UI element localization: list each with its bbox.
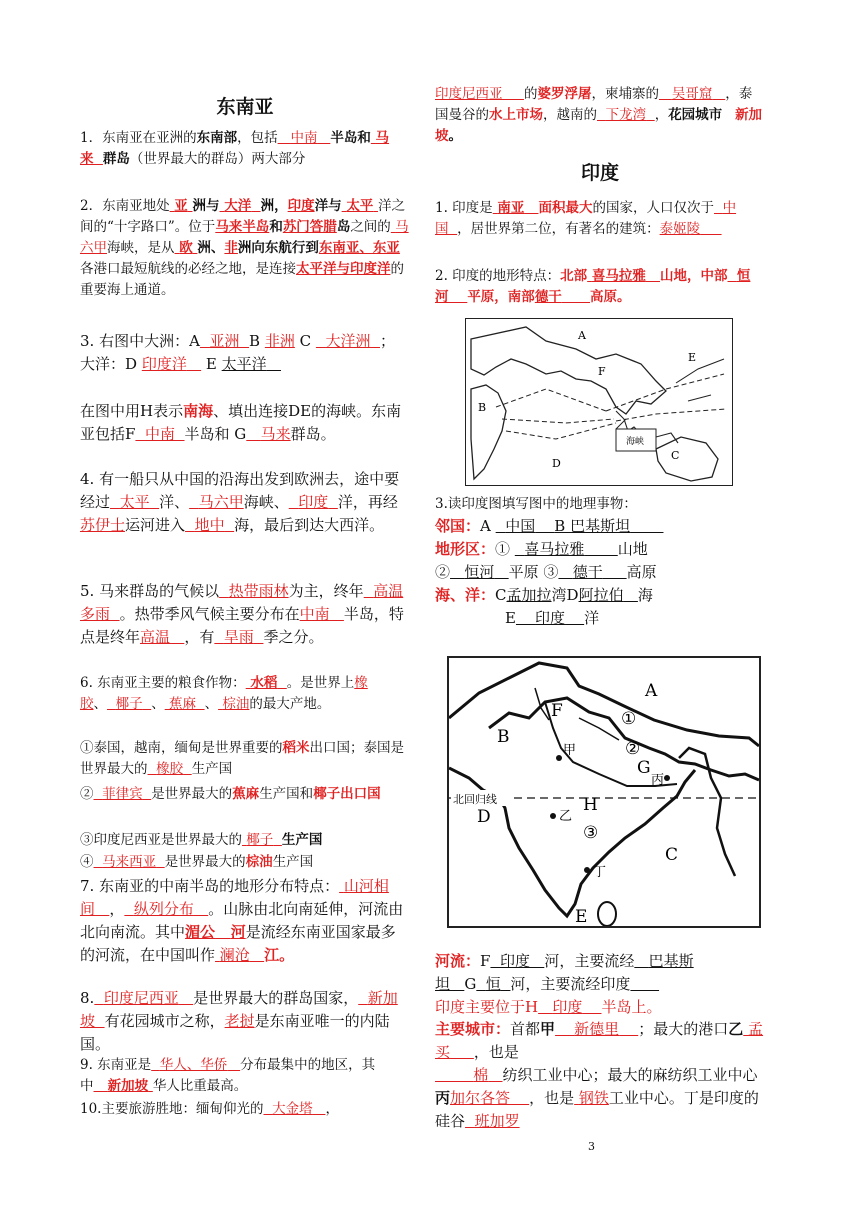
map1-label-d: D — [552, 457, 561, 470]
page-number: 3 — [588, 1140, 595, 1153]
section-title-india: 印度 — [580, 162, 619, 184]
question-6b: ② 菲律宾 是世界最大的蕉麻生产国和椰子出口国 — [80, 786, 381, 802]
map1-label-strait: 海峡 — [626, 437, 645, 447]
india-seas: 海、洋：C孟加拉湾D阿拉伯 海 E 印度 洋 — [435, 586, 653, 627]
india-neighbors: 邻国：A 中国 B 巴基斯坦 — [435, 517, 631, 535]
map2-label-1: ① — [621, 709, 637, 729]
india-map — [447, 656, 761, 928]
question-2: 2．东南亚地处 亚 洲与 大洋 洲，印度洋与 太平 洋之间的“十字路口”。位于马来半岛和苏门答腊岛之间的 马六甲海峡，是从 欧 洲、非洲向东航行到东南亚、东亚各港口最短航线的必经之地，是连接太平洋与印度洋的重要海上通道。 — [80, 198, 409, 298]
map1-label-a: A — [578, 329, 586, 342]
question-1: 1．东南亚在亚洲的东南部，包括 中南 半岛和 马来 群岛（世界最大的群岛）两大部分 — [80, 130, 390, 167]
map2-label-yi: 乙 — [559, 809, 573, 824]
map2-label-bing: 丙 — [651, 773, 665, 788]
question-6a: ①泰国，越南，缅甸是世界重要的稻米出口国；泰国是世界最大的 橡胶 生产国 — [80, 740, 404, 777]
map2-label-c: C — [665, 845, 679, 865]
map1-label-e: E — [688, 351, 697, 364]
question-6d: ④ 马来西亚 是世界最大的棕油生产国 — [80, 854, 314, 870]
map2-label-b: B — [497, 727, 510, 747]
map2-label-g: G — [637, 758, 651, 778]
india-terrain: 地形区：① 喜马拉雅 山地 ② 恒河 平原 ③ 德干 高原 — [435, 540, 657, 581]
india-cities: 主要城市：首都甲 新德里 ；最大的港口乙 孟买 ，也是 棉 纺织工业中心；最大的麻纺织工业中心丙加尔各答 ，也是 钢铁工业中心。丁是印度的硅谷 班加罗 — [435, 1020, 764, 1130]
india-question-1: 1. 印度是 南亚 面积最大的国家，人口仅次于 中国 ，居世界第二位，有著名的建筑：泰姬陵 — [435, 200, 737, 237]
question-6c: ③印度尼西亚是世界最大的 椰子 生产国 — [80, 832, 323, 848]
india-map-drawing — [449, 658, 759, 926]
southeast-asia-map-drawing — [466, 319, 732, 485]
question-3b: 在图中用H表示南海、填出连接DE的海峡。东南亚包括F 中南 半岛和 G 马来群岛。 — [80, 402, 402, 443]
question-6: 6. 东南亚主要的粮食作物： 水稻 。是世界上橡胶、 椰子 、 蕉麻 、 棕油的最大产地。 — [80, 675, 368, 712]
map1-label-b: B — [478, 401, 487, 414]
question-10-continued: 印度尼西亚 的婆罗浮屠，柬埔寨的 吴哥窟 ，泰国曼谷的水上市场，越南的 下龙湾 ，花园城市 新加坡。 — [435, 86, 763, 144]
map2-label-d: D — [477, 807, 491, 827]
map2-label-h: H — [583, 795, 598, 815]
map2-label-a: A — [645, 681, 658, 701]
map2-label-f: F — [551, 701, 563, 721]
map2-label-e: E — [575, 907, 588, 926]
question-8: 8. 印度尼西亚 是世界最大的群岛国家， 新加坡 有花园城市之称，老挝是东南亚唯一的内陆国。 — [80, 989, 398, 1053]
map1-label-c: C — [671, 449, 680, 462]
question-10: 10.主要旅游胜地：缅甸仰光的 大金塔 ， — [80, 1101, 339, 1117]
map2-label-jia: 甲 — [563, 743, 577, 758]
india-question-2: 2. 印度的地形特点：北部 喜马拉雅 山地，中部 恒河 平原，南部德干 高原。 — [435, 268, 751, 305]
india-rivers: 河流：F 印度 河，主要流经 巴基斯坦 G 恒 河，主要流经印度 印度主要位于H 印度 半岛上。 — [435, 952, 694, 1016]
map2-tropic-label: 北回归线 — [453, 793, 497, 806]
map1-label-f: F — [598, 365, 606, 378]
map2-label-3: ③ — [583, 823, 599, 843]
map2-label-2: ② — [625, 739, 641, 759]
question-5: 5. 马来群岛的气候以 热带雨林为主，终年 高温多雨 。热带季风气候主要分布在中南 半岛，特点是终年高温 ，有 旱雨 季之分。 — [80, 582, 404, 646]
map2-label-ding: 丁 — [593, 865, 607, 880]
india-question-3: 3.读印度图填写图中的地理事物： — [435, 496, 637, 512]
southeast-asia-map — [465, 318, 733, 486]
question-7: 7. 东南亚的中南半岛的地形分布特点： 山河相间 ， 纵列分布 。山脉由北向南延伸，河流由北向南流。其中湄公 河是流经东南亚国家最多的河流，在中国叫作 澜沧 江。 — [80, 877, 404, 964]
section-title-southeast-asia: 东南亚 — [216, 96, 274, 118]
question-4: 4. 有一船只从中国的沿海出发到欧洲去，途中要经过 太平 洋、 马六甲海峡、 印度 洋，再经苏伊士运河进入 地中 海，最后到达大西洋。 — [80, 470, 400, 534]
question-3: 3. 右图中大洲：A 亚洲 B 非洲 C 大洋洲 ；大洋：D 印度洋 E 太平洋 — [80, 332, 396, 373]
question-9: 9. 东南亚是 华人、华侨 分布最集中的地区，其中 新加坡 华人比重最高。 — [80, 1057, 376, 1094]
